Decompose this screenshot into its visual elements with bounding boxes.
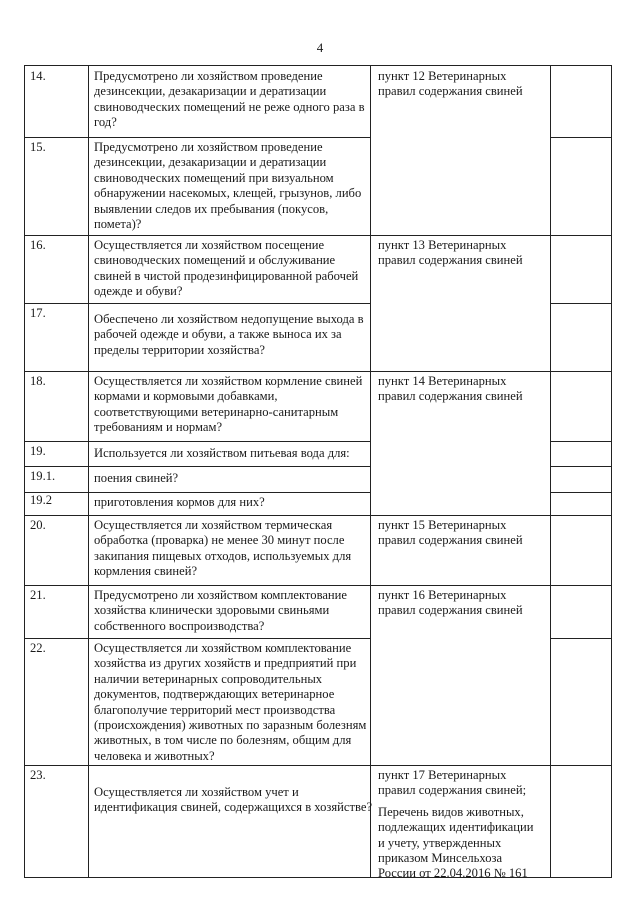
question-text: приготовления кормов для них? [94, 495, 265, 509]
question-text: Осуществляется ли хозяйством кормление свиней кормами и кормовыми добавками, соответствующими ветеринарно-санитарным требованиям и нормам? [94, 374, 363, 435]
row-border [24, 492, 370, 493]
row-border [24, 303, 370, 304]
row-border [24, 137, 370, 138]
regulation-reference: пункт 12 Ветеринарных правил содержания свиней [378, 69, 523, 99]
row-border [24, 441, 370, 442]
row-border [550, 466, 612, 467]
question-text: Осуществляется ли хозяйством комплектование хозяйства из других хозяйств и предприятий при наличии ветеринарных сопроводительных документов, подтверждающих ветеринарное благополучие территорий мест производства (происхождения) животных по заразным болезням животных, в том числе по болезням, общим для человека и животных? [94, 641, 367, 763]
row-border [24, 585, 612, 586]
row-number: 19.2 [30, 493, 53, 507]
row-number: 23. [30, 768, 46, 782]
row-number: 15. [30, 140, 46, 154]
regulation-reference-block [378, 768, 540, 882]
question-text: поения свиней? [94, 471, 179, 485]
row-border [24, 638, 370, 639]
row-border [24, 765, 612, 766]
question-text: Осуществляется ли хозяйством посещение свиноводческих помещений и обслуживание свиней в чистой продезинфицированной рабочей одежде и обуви? [94, 238, 359, 299]
question-text: Используется ли хозяйством питьевая вода для: [94, 446, 350, 460]
row-border [550, 137, 612, 138]
column-border [550, 65, 551, 878]
row-number: 21. [30, 588, 46, 602]
column-border [88, 65, 89, 878]
question-text: Предусмотрено ли хозяйством проведение дезинсекции, дезакаризации и дератизации свиноводческих помещений при визуальном обнаружении насекомых, клещей, грызунов, либо выявлении следов их пребывания (покусов, помета)? [94, 140, 362, 232]
row-border [550, 441, 612, 442]
row-number: 20. [30, 518, 46, 532]
row-border [550, 492, 612, 493]
regulation-reference-order: Перечень видов животных, подлежащих идентификации и учету, утвержденных приказом Минсельхоза России от 22.04.2016 № 161 [378, 804, 534, 881]
row-number: 14. [30, 69, 46, 83]
row-border [24, 65, 612, 66]
question-text: Предусмотрено ли хозяйством комплектование хозяйства клинически здоровыми свиньями собственного воспроизводства? [94, 588, 348, 633]
page-number: 4 [316, 40, 324, 55]
row-border [24, 466, 370, 467]
row-number: 18. [30, 374, 46, 388]
regulation-reference: пункт 15 Ветеринарных правил содержания свиней [378, 518, 523, 548]
question-text: Обеспечено ли хозяйством недопущение выхода в рабочей одежде и обуви, а также выноса их за пределы территории хозяйства? [94, 312, 364, 357]
row-border [24, 235, 612, 236]
row-number: 19. [30, 444, 46, 458]
column-border [24, 65, 25, 878]
row-border [24, 371, 612, 372]
regulation-reference: пункт 13 Ветеринарных правил содержания свиней [378, 238, 523, 268]
regulation-reference: пункт 14 Ветеринарных правил содержания свиней [378, 374, 523, 404]
row-number: 16. [30, 238, 46, 252]
question-text: Осуществляется ли хозяйством учет и идентификация свиней, содержащихся в хозяйстве? [94, 785, 373, 815]
row-border [550, 303, 612, 304]
question-text: Осуществляется ли хозяйством термическая обработка (проварка) не менее 30 минут после закипания пищевых отходов, используемых для кормления свиней? [94, 518, 352, 579]
row-number: 17. [30, 306, 46, 320]
row-border [24, 515, 612, 516]
question-text: Предусмотрено ли хозяйством проведение дезинсекции, дезакаризации и дератизации свиноводческих помещений не реже одного раза в год? [94, 69, 365, 130]
checklist-table [24, 65, 612, 881]
regulation-reference: пункт 17 Ветеринарных правил содержания свиней; [378, 768, 527, 798]
regulation-reference: пункт 16 Ветеринарных правил содержания свиней [378, 588, 523, 618]
row-number: 19.1. [30, 469, 56, 483]
row-border [550, 638, 612, 639]
column-border [611, 65, 612, 878]
row-number: 22. [30, 641, 46, 655]
